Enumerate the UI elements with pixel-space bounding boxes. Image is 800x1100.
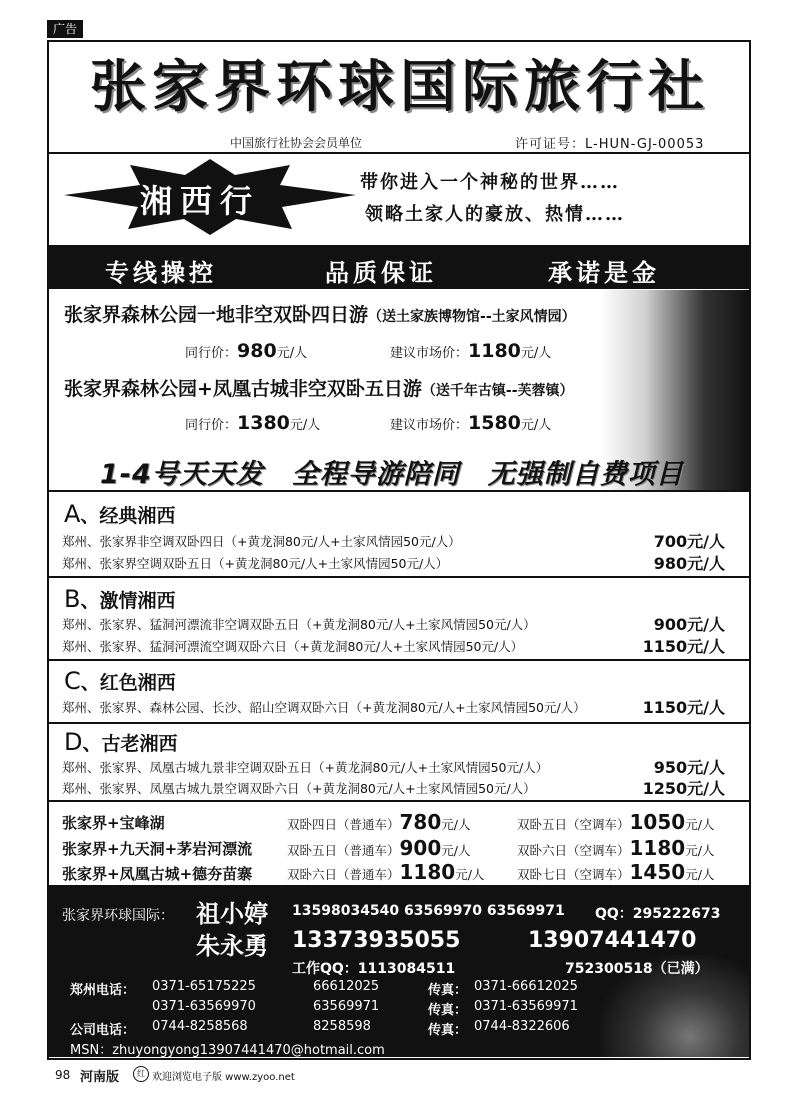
route-row: 郑州、张家界非空调双卧四日（+黄龙洞80元/人+土家风情园50元/人） (62, 534, 461, 549)
fax-label: 传真： (428, 1003, 468, 1018)
msn-address: MSN：zhuyongyong13907441470@hotmail.com (70, 1043, 385, 1058)
route-row: 郑州、张家界空调双卧五日（+黄龙洞80元/人+土家风情园50元/人） (62, 556, 449, 571)
divider (49, 490, 749, 492)
tour-price: 同行价：1380元/人 (185, 412, 321, 434)
combo-name: 张家界+宝峰湖 (62, 814, 165, 832)
promo-badge-text: 湘西行 (139, 182, 260, 220)
promo-slogan-2: 领略土家人的豪放、热情…… (365, 204, 625, 225)
company-phone-b: 8258598 (313, 1019, 371, 1034)
route-price: 1150元/人 (642, 698, 725, 717)
route-row: 郑州、张家界、凤凰古城九景非空调双卧五日（+黄龙洞80元/人+土家风情园50元/人） (62, 760, 549, 775)
contact-mobile-1: 13373935055 (292, 928, 461, 953)
route-row: 郑州、张家界、森林公园、长沙、韶山空调双卧六日（+黄龙洞80元/人+土家风情园50元/人） (62, 700, 586, 715)
zz-phone-2b: 63569971 (313, 999, 380, 1014)
combo-name: 张家界+凤凰古城+德夯苗寨 (62, 865, 253, 883)
combo-price-b: 双卧五日（空调车）1050元/人 (517, 810, 715, 834)
combo-price-a: 双卧五日（普通车）900元/人 (287, 836, 471, 860)
divider (49, 576, 749, 578)
contact-qq: QQ：295222673 (595, 906, 721, 922)
company-phone-label: 公司电话： (70, 1023, 136, 1038)
footer-url: 欢迎浏览电子版 www.zyoo.net (152, 1072, 295, 1083)
divider (49, 800, 749, 802)
departure-slogan: 1-4号天天发 全程导游陪同 无强制自费项目 (100, 459, 684, 490)
zz-fax-1: 0371-66612025 (474, 979, 578, 994)
zz-fax-2: 0371-63569971 (474, 999, 578, 1014)
edition-label: 河南版 (80, 1070, 120, 1085)
contact-person-2: 朱永勇 (196, 932, 268, 960)
route-price: 900元/人 (653, 615, 725, 634)
company-phone: 0744-8258568 (152, 1019, 248, 1034)
divider (49, 722, 749, 724)
section-heading: A、经典湘西 (64, 500, 176, 528)
fax-label: 传真： (428, 1023, 468, 1038)
ad-tag: 广告 (47, 20, 83, 38)
route-price: 1250元/人 (642, 779, 725, 798)
contact-person-1: 祖小婷 (196, 900, 268, 928)
banner-item: 品质保证 (325, 259, 437, 287)
route-row: 郑州、张家界、猛洞河漂流空调双卧六日（+黄龙洞80元/人+土家风情园50元/人） (62, 639, 524, 654)
page-number: 98 (55, 1068, 71, 1082)
combo-name: 张家界+九天洞+茅岩河漂流 (62, 840, 253, 858)
route-price: 700元/人 (653, 532, 725, 551)
zz-phone-1: 0371-65175225 (152, 979, 256, 994)
company-fax: 0744-8322606 (474, 1019, 570, 1034)
combo-price-b: 双卧七日（空调车）1450元/人 (517, 860, 715, 884)
fax-label: 传真： (428, 983, 468, 998)
route-price: 980元/人 (653, 554, 725, 573)
tour-market-price: 建议市场价：1580元/人 (390, 412, 552, 434)
combo-price-a: 双卧六日（普通车）1180元/人 (287, 860, 485, 884)
route-row: 郑州、张家界、凤凰古城九景空调双卧六日（+黄龙洞80元/人+土家风情园50元/人） (62, 781, 536, 796)
agency-title: 张家界环球国际旅行社 (90, 54, 710, 120)
tour-market-price: 建议市场价：1180元/人 (390, 340, 552, 362)
combo-price-b: 双卧六日（空调车）1180元/人 (517, 836, 715, 860)
zz-phone-label: 郑州电话： (70, 983, 136, 998)
publisher-logo-icon: 红 (133, 1066, 149, 1082)
work-qq: 工作QQ：1113084511 (292, 961, 456, 977)
contact-label: 张家界环球国际： (62, 908, 174, 924)
zz-phone-1b: 66612025 (313, 979, 380, 994)
divider (49, 152, 749, 154)
tour-title: 张家界森林公园+凤凰古城非空双卧五日游（送千年古镇--芙蓉镇） (64, 378, 574, 400)
tour-price: 同行价：980元/人 (185, 340, 308, 362)
contact-mobile-2: 13907441470 (528, 928, 697, 953)
divider (49, 659, 749, 661)
combo-price-a: 双卧四日（普通车）780元/人 (287, 810, 471, 834)
route-price: 1150元/人 (642, 637, 725, 656)
route-row: 郑州、张家界、猛洞河漂流非空调双卧五日（+黄龙洞80元/人+土家风情园50元/人） (62, 617, 536, 632)
section-heading: C、红色湘西 (64, 667, 176, 695)
promo-slogan-1: 带你进入一个神秘的世界…… (360, 172, 620, 193)
section-heading: D、古老湘西 (64, 728, 178, 756)
banner-item: 专线操控 (105, 259, 217, 287)
license-number: 许可证号：L-HUN-GJ-00053 (515, 137, 705, 152)
banner-item: 承诺是金 (548, 259, 660, 287)
work-qq-2: 752300518（已满） (565, 961, 709, 977)
route-price: 950元/人 (653, 758, 725, 777)
contact-phones-1: 13598034540 63569970 63569971 (292, 903, 565, 919)
section-heading: B、激情湘西 (64, 585, 176, 613)
member-text: 中国旅行社协会会员单位 (230, 136, 363, 150)
tour-title: 张家界森林公园一地非空双卧四日游（送土家族博物馆--土家风情园） (64, 304, 576, 326)
zz-phone-2: 0371-63569970 (152, 999, 256, 1014)
